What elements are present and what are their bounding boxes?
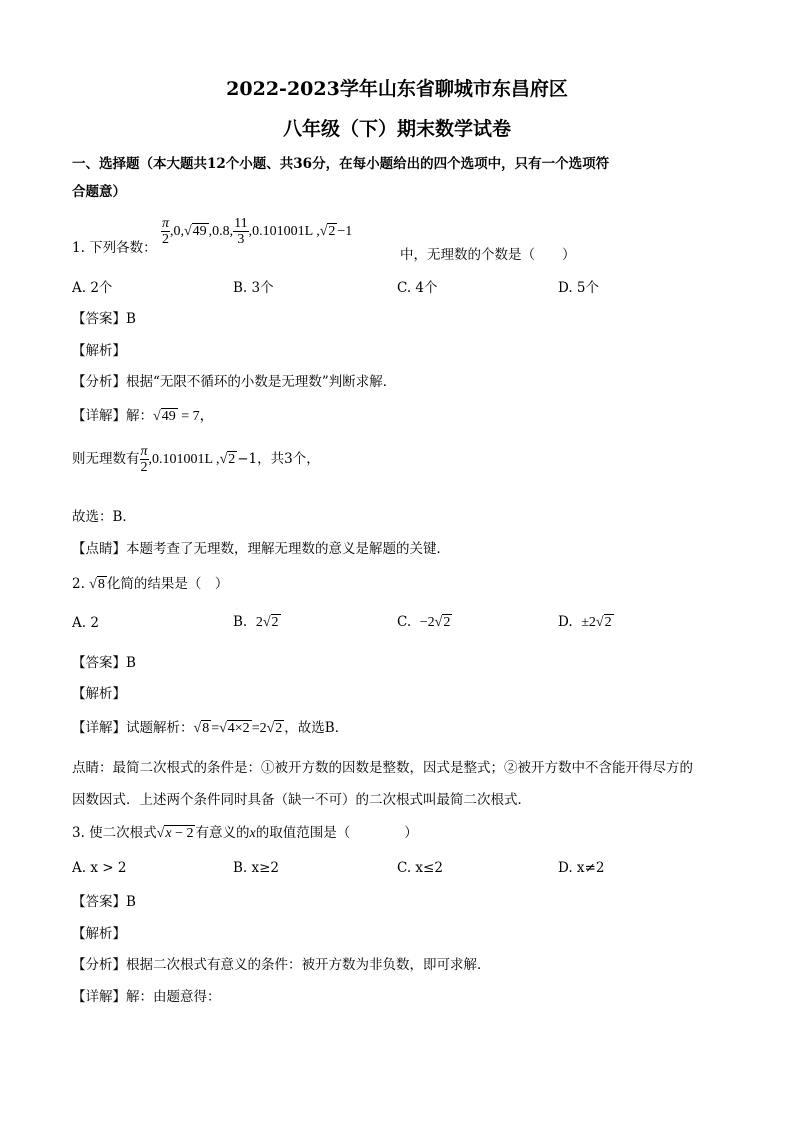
q3-rad-x: x bbox=[165, 826, 172, 841]
q1-dec: ,0.101001L , bbox=[248, 224, 320, 240]
q2-detail-r1: 8 bbox=[202, 721, 210, 736]
q2-optc-label: C. bbox=[397, 614, 412, 630]
q2-rad: 8 bbox=[97, 577, 105, 592]
q2-detail-eq1: = bbox=[211, 721, 220, 736]
title-line-2: 八年级（下）期末数学试卷 bbox=[282, 118, 511, 140]
q2-optb-rad: 2 bbox=[271, 615, 279, 630]
q2-detail-r3: 2 bbox=[275, 721, 283, 736]
q2-detail-eq2: =2 bbox=[251, 721, 267, 736]
q3-mid: 有意义的 bbox=[195, 825, 250, 841]
q1-option-a: A. 2个 bbox=[72, 280, 113, 296]
q1-sqrt49: 49 bbox=[192, 224, 207, 240]
q2-detail: 【详解】试题解析：√8 =√4×2 =2√2 ，故选B． bbox=[72, 720, 349, 736]
q2-optb-label: B. bbox=[233, 614, 248, 630]
q2-answer: 【答案】B bbox=[72, 655, 136, 671]
q1-then-rad: 2 bbox=[228, 452, 236, 468]
question-1 bbox=[72, 216, 352, 260]
title-line-1: 2022-2023学年山东省聊城市东昌府区 bbox=[226, 78, 568, 100]
q2-option-b: B. 2√2 bbox=[233, 614, 279, 630]
q3-detail: 【详解】解：由题意得： bbox=[72, 989, 221, 1005]
q1-pi: π bbox=[161, 216, 169, 231]
q3-suffix: 的取值范围是（ ） bbox=[255, 825, 418, 841]
q2-num: 2. bbox=[72, 576, 90, 592]
q1-then-prefix: 则无理数有 bbox=[72, 451, 140, 468]
q2-optb-coef: 2 bbox=[255, 615, 263, 630]
question-2: 2. √8 化简的结果是（ ） bbox=[72, 576, 229, 592]
q2-optc-coef: −2 bbox=[419, 615, 435, 630]
q2-option-d: D. ±2√2 bbox=[558, 614, 612, 630]
q2-analysis-label: 【解析】 bbox=[72, 686, 126, 702]
q3-option-c: C. x≤2 bbox=[397, 860, 443, 876]
q1-detail: 【详解】解：√49 = 7， bbox=[72, 408, 214, 424]
q3-option-a: A. x > 2 bbox=[72, 860, 127, 876]
q1-suffix: 中，无理数的个数是（ ） bbox=[400, 247, 576, 263]
q3-var: x bbox=[249, 826, 256, 841]
q2-option-c: C. −2√2 bbox=[397, 614, 451, 630]
q3-analysis-label: 【解析】 bbox=[72, 926, 126, 942]
q1-detail-eq: = 7， bbox=[177, 409, 214, 424]
q1-comma: , bbox=[229, 224, 234, 240]
q2-note-line-1: 点睛：最简二次根式的条件是：①被开方数的因数是整数，因式是整式；②被开方数中不含能开得尽方的 bbox=[72, 760, 693, 776]
q1-seq2: ,0. bbox=[208, 224, 223, 240]
q3-option-d: D. x≠2 bbox=[558, 860, 605, 876]
q2-note-line-2: 因数因式．上述两个条件同时具备（缺一不可）的二次根式叫最简二次根式． bbox=[72, 792, 531, 808]
q1-analysis-label: 【解析】 bbox=[72, 343, 126, 359]
q1-minus1: −1 bbox=[337, 224, 353, 240]
q1-number-list: $\frac{\pi}{2}$ ,0,√49 ,0.8, $\frac{11}{3}$ ,0.101001L ,√2 −1 bbox=[161, 216, 353, 248]
section-heading-cont: 合题意） bbox=[72, 184, 126, 200]
q1-sqrt2: 2 bbox=[328, 224, 336, 240]
section-heading: 一、选择题（本大题共12个小题、共36分，在每小题给出的四个选项中，只有一个选项符 bbox=[72, 156, 610, 172]
q2-detail-prefix: 【详解】试题解析： bbox=[72, 720, 194, 736]
q2-optd-coef: ±2 bbox=[581, 615, 596, 630]
q1-answer: 【答案】B bbox=[72, 311, 136, 327]
q3-fenxi: 【分析】根据二次根式有意义的条件：被开方数为非负数，即可求解． bbox=[72, 957, 491, 973]
q1-comment: 【点睛】本题考查了无理数，理解无理数的意义是解题的关键． bbox=[72, 541, 450, 557]
q1-fenxi: 【分析】根据“无限不循环的小数是无理数”判断求解． bbox=[72, 374, 397, 390]
q1-then-mid: ,0.101001L , bbox=[148, 452, 220, 468]
q2-suffix: 化简的结果是（ ） bbox=[106, 576, 229, 592]
q3-prefix: 3. 使二次根式 bbox=[72, 825, 157, 841]
q1-detail-prefix: 【详解】解： bbox=[72, 408, 153, 424]
q1-then-suffix: −1，共3个， bbox=[237, 451, 320, 468]
q2-optc-rad: 2 bbox=[443, 615, 451, 630]
q1-detail-rad: 49 bbox=[161, 409, 176, 424]
q1-eleven: 11 bbox=[234, 216, 248, 231]
q1-option-d: D. 5个 bbox=[558, 280, 600, 296]
q2-detail-suffix: ，故选B． bbox=[284, 720, 349, 736]
q2-optd-label: D. bbox=[558, 614, 573, 630]
q1-option-c: C. 4个 bbox=[397, 280, 438, 296]
q1-three: 3 bbox=[237, 232, 245, 248]
question-3: 3. 使二次根式√x − 2 有意义的x的取值范围是（ ） bbox=[72, 825, 418, 841]
q1-then-pi: π bbox=[140, 444, 148, 459]
q1-seq1: ,0, bbox=[169, 224, 184, 240]
q1-then-two: 2 bbox=[140, 460, 148, 476]
q2-optd-rad: 2 bbox=[604, 615, 612, 630]
q1-two: 2 bbox=[161, 232, 169, 248]
q1-choose: 故选：B． bbox=[72, 509, 136, 525]
q3-rad-rest: − 2 bbox=[171, 826, 194, 841]
q2-detail-r2: 4×2 bbox=[227, 721, 250, 736]
q3-answer: 【答案】B bbox=[72, 894, 136, 910]
q1-option-b: B. 3个 bbox=[233, 280, 274, 296]
q1-then: 则无理数有 $\frac{\pi}{2}$ ,0.101001L ,√2 −1，共3个， bbox=[72, 444, 320, 476]
q2-option-a: A. 2 bbox=[72, 615, 99, 631]
q3-option-b: B. x≥2 bbox=[233, 860, 280, 876]
q1-prefix: 1. 下列各数： bbox=[72, 240, 157, 257]
q1-eight: 8 bbox=[222, 224, 230, 240]
